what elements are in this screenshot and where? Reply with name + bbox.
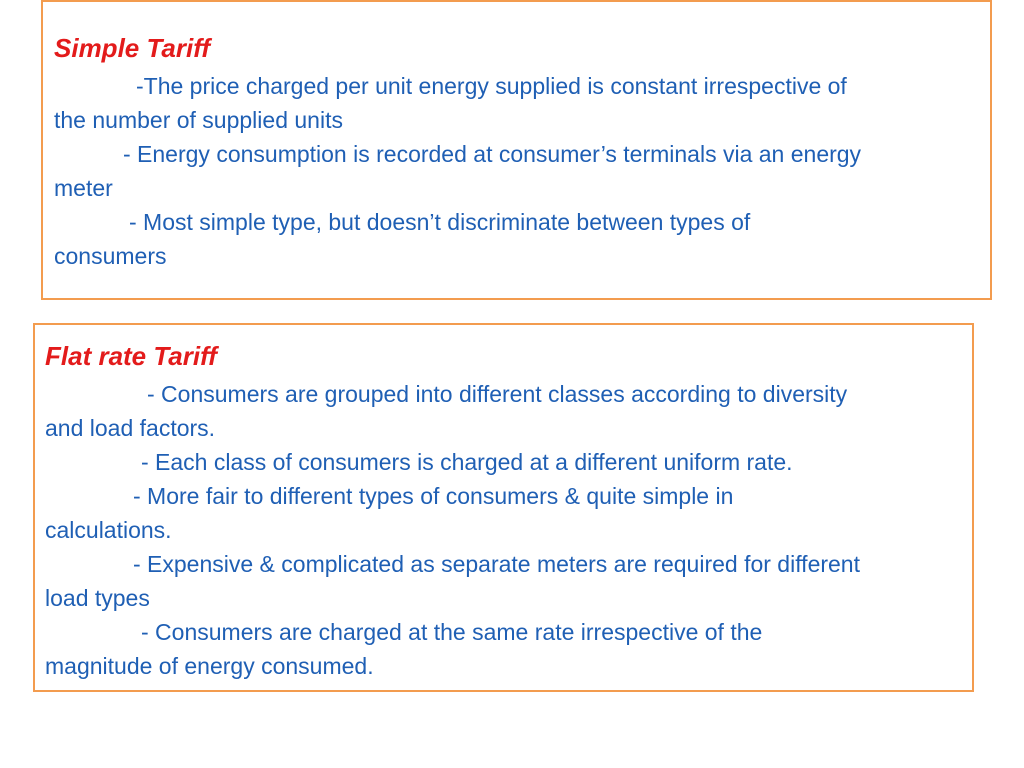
simple-tariff-line: - Energy consumption is recorded at consumer’s terminals via an energy bbox=[123, 141, 862, 167]
simple-tariff-line: - Most simple type, but doesn’t discriminate between types of bbox=[129, 209, 751, 235]
flat-rate-tariff-line: - More fair to different types of consumers & quite simple in bbox=[133, 483, 734, 509]
flat-rate-tariff-line: magnitude of energy consumed. bbox=[45, 653, 374, 679]
simple-tariff-title: Simple Tariff bbox=[54, 33, 211, 63]
simple-tariff-line: meter bbox=[54, 175, 113, 201]
simple-tariff-line: the number of supplied units bbox=[54, 107, 343, 133]
simple-tariff-text bbox=[54, 69, 861, 273]
flat-rate-tariff-box bbox=[33, 323, 974, 692]
flat-rate-tariff-text bbox=[45, 377, 860, 683]
simple-tariff-line: consumers bbox=[54, 243, 167, 269]
flat-rate-tariff-line: - Consumers are grouped into different classes according to diversity bbox=[147, 381, 848, 407]
simple-tariff-line: -The price charged per unit energy supplied is constant irrespective of bbox=[136, 73, 847, 99]
simple-tariff-box bbox=[41, 0, 992, 300]
flat-rate-tariff-line: calculations. bbox=[45, 517, 172, 543]
flat-rate-tariff-line: and load factors. bbox=[45, 415, 216, 441]
flat-rate-tariff-title: Flat rate Tariff bbox=[45, 341, 217, 371]
flat-rate-tariff-line: - Expensive & complicated as separate meters are required for different bbox=[133, 551, 860, 577]
flat-rate-tariff-line: load types bbox=[45, 585, 150, 611]
flat-rate-tariff-line: - Consumers are charged at the same rate irrespective of the bbox=[141, 619, 763, 645]
flat-rate-tariff-line: - Each class of consumers is charged at a different uniform rate. bbox=[141, 449, 793, 475]
